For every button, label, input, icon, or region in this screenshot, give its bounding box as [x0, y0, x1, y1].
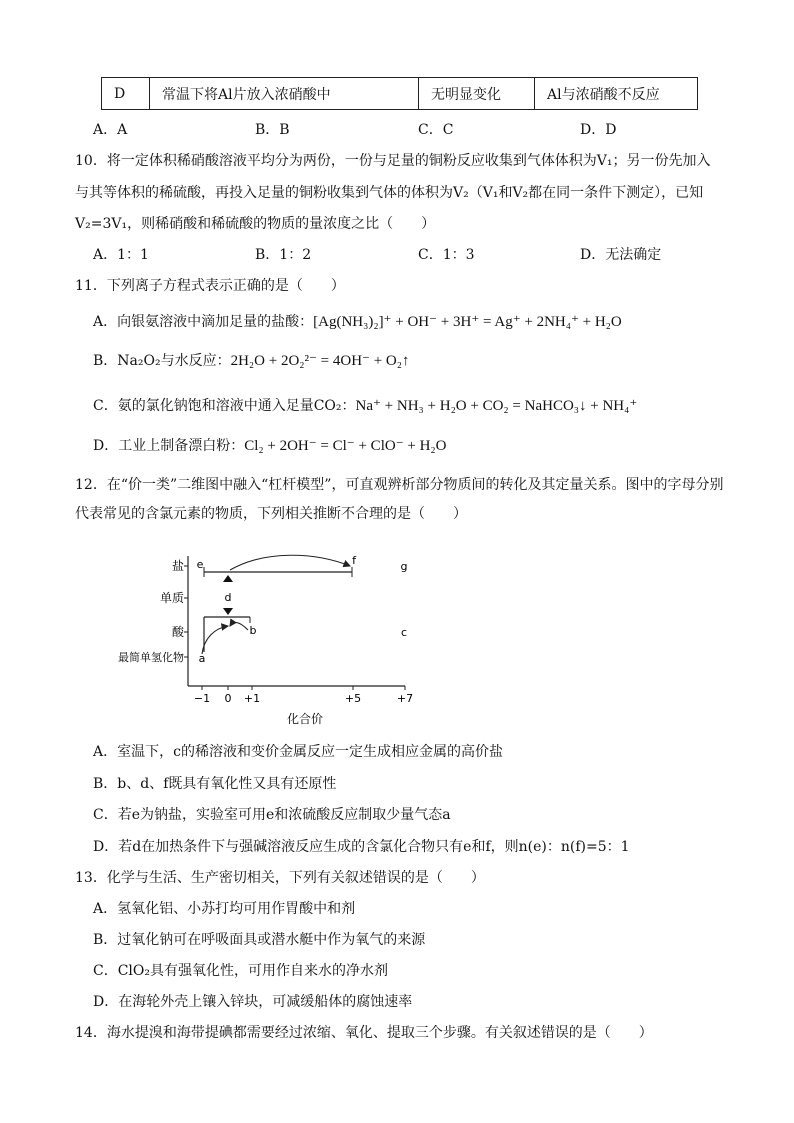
q11-option-b-label: B．Na₂O₂与水反应：	[93, 353, 231, 369]
q12-option-c: C．若e为钠盐，实验室可用e和浓硫酸反应制取少量气态a	[93, 807, 451, 823]
x-axis-label: 化合价	[286, 712, 324, 726]
q10-option-d: D．无法确定	[580, 247, 662, 263]
q9-option-c: C．C	[418, 122, 454, 138]
table-cell: 常温下将Al片放入浓硝酸中	[150, 78, 419, 110]
q11-option-d-equation: Cl₂ + 2OH⁻ = Cl⁻ + ClO⁻ + H₂O	[244, 438, 447, 454]
y-label-hydride: 最简单氢化物	[118, 651, 184, 664]
point-c: c	[400, 626, 408, 639]
table-cell: Al与浓硝酸不反应	[535, 78, 698, 110]
q11-option-c-label: C．氨的氯化钠饱和溶液中通入足量CO₂：	[93, 398, 356, 414]
q12-stem-line2: 代表常见的含氯元素的物质，下列相关推断不合理的是（ ）	[75, 506, 467, 522]
q10-option-c: C．1：3	[418, 247, 475, 263]
q13-option-a: A．氢氧化铝、小苏打均可用作胃酸中和剂	[93, 901, 356, 917]
q11-option-a	[93, 311, 622, 331]
q9-option-d: D．D	[580, 122, 617, 138]
q12-option-a: A．室温下，c的稀溶液和变价金属反应一定生成相应金属的高价盐	[93, 744, 503, 760]
q9-option-b: B．B	[255, 122, 290, 138]
point-e: e	[196, 558, 204, 571]
x-tick: −1	[193, 692, 211, 705]
q10-option-a: A．1：1	[93, 247, 149, 263]
q13-option-b: B．过氧化钠可在呼吸面具或潜水艇中作为氧气的来源	[93, 932, 426, 948]
q11-option-d-label: D．工业上制备漂白粉：	[93, 438, 245, 454]
q11-option-b-equation: 2H₂O + 2O₂²⁻ = 4OH⁻ + O₂↑	[230, 353, 410, 369]
q11-option-c-equation: Na⁺ + NH₃ + H₂O + CO₂ = NaHCO₃↓ + NH₄⁺	[355, 398, 638, 414]
table-row	[102, 78, 698, 110]
q13-option-d: D．在海轮外壳上镶入锌块，可减缓船体的腐蚀速率	[93, 994, 413, 1010]
q11-option-a-equation: [Ag(NH₃)₂]⁺ + OH⁻ + 3H⁺ = Ag⁺ + 2NH₄⁺ + H₂O	[313, 314, 622, 330]
q11-stem: 11．下列离子方程式表示正确的是（ ）	[75, 278, 345, 294]
q10-stem-line3: V₂=3V₁，则稀硝酸和稀硫酸的物质的量浓度之比（ ）	[75, 216, 436, 232]
valence-class-diagram	[100, 548, 420, 733]
y-label-acid: 酸	[171, 625, 184, 639]
x-tick: +1	[243, 692, 261, 705]
point-b: b	[249, 624, 257, 637]
q12-option-d: D．若d在加热条件下与强碱溶液反应生成的含氯化合物只有e和f，则n(e)：n(f)=5：1	[93, 839, 630, 855]
q10-stem-line1: 10．将一定体积稀硝酸溶液平均分为两份，一份与足量的铜粉反应收集到气体体积为V₁；另一份先加入	[75, 153, 711, 169]
q9-option-a: A．A	[93, 122, 128, 138]
q11-option-a-label: A．向银氨溶液中滴加足量的盐酸：	[93, 314, 314, 330]
q12-option-b: B．b、d、f既具有氧化性又具有还原性	[93, 776, 337, 792]
y-label-element: 单质	[159, 591, 184, 605]
q9-table	[101, 77, 698, 110]
table-cell: D	[102, 78, 150, 110]
q10-stem-line2: 与其等体积的稀硫酸，再投入足量的铜粉收集到气体的体积为V₂（V₁和V₂都在同一条件下测定），已知	[75, 185, 704, 201]
point-g: g	[400, 560, 408, 573]
table-cell: 无明显变化	[419, 78, 535, 110]
q14-stem: 14．海水提溴和海带提碘都需要经过浓缩、氧化、提取三个步骤。有关叙述错误的是（ ）	[75, 1025, 653, 1041]
q12-stem-line1: 12．在“价一类”二维图中融入“杠杆模型”，可直观辨析部分物质间的转化及其定量关系。图中的字母分别	[75, 477, 724, 493]
q10-option-b: B．1：2	[255, 247, 312, 263]
y-label-salt: 盐	[171, 559, 184, 573]
q13-stem: 13．化学与生活、生产密切相关，下列有关叙述错误的是（ ）	[75, 870, 485, 886]
q13-option-c: C．ClO₂具有强氧化性，可用作自来水的净水剂	[93, 963, 388, 979]
x-tick: +7	[396, 692, 414, 705]
point-a: a	[198, 652, 206, 665]
fulcrum-marker	[223, 608, 233, 615]
x-tick: 0	[224, 692, 232, 705]
fulcrum-marker	[223, 575, 233, 582]
point-d: d	[224, 591, 232, 604]
q11-option-d	[93, 435, 446, 455]
x-tick: +5	[344, 692, 362, 705]
q11-option-b	[93, 350, 410, 370]
q11-option-c	[93, 395, 637, 415]
point-f: f	[352, 554, 356, 567]
